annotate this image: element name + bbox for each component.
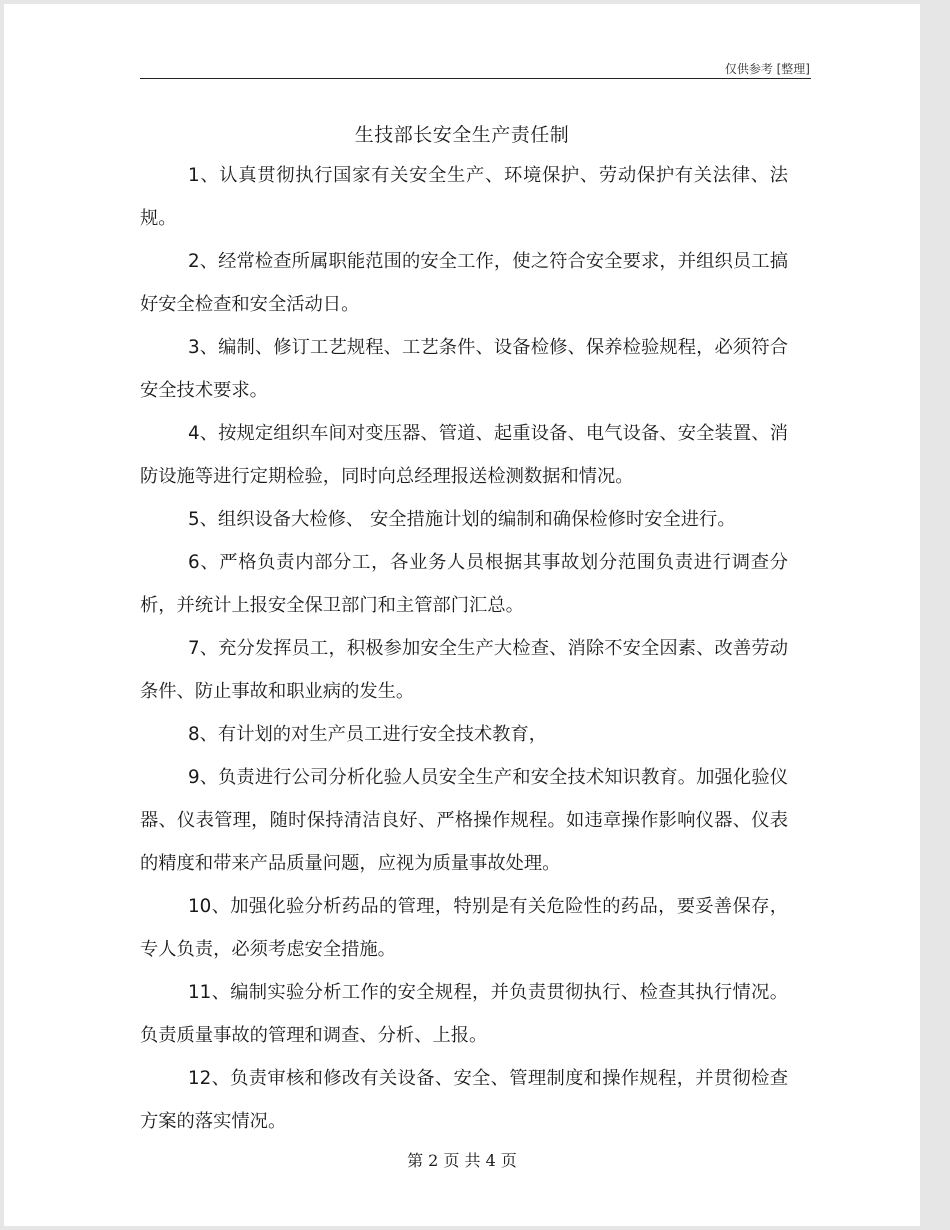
paragraph-12: 12、负责审核和修改有关设备、安全、管理制度和操作规程，并贯彻检查方案的落实情况。 [140,1068,788,1132]
paragraph-7: 7、充分发挥员工，积极参加安全生产大检查、消除不安全因素、改善劳动条件、防止事故和职业病的发生。 [140,638,788,702]
document-page [4,4,920,1226]
paragraph-4: 4、按规定组织车间对变压器、管道、起重设备、电气设备、安全装置、消防设施等进行定期检验，同时向总经理报送检测数据和情况。 [140,423,788,487]
paragraph-5: 5、组织设备大检修、 安全措施计划的编制和确保检修时安全进行。 [188,509,736,530]
paragraph-3: 3、编制、修订工艺规程、工艺条件、设备检修、保养检验规程，必须符合安全技术要求。 [140,337,788,401]
paragraph-8: 8、有计划的对生产员工进行安全技术教育， [188,724,547,745]
paragraph-6: 6、严格负责内部分工，各业务人员根据其事故划分范围负责进行调查分析，并统计上报安全保卫部门和主管部门汇总。 [140,552,788,616]
paragraph-10: 10、加强化验分析药品的管理，特别是有关危险性的药品，要妥善保存，专人负责，必须考虑安全措施。 [140,896,788,960]
paragraph-9: 9、负责进行公司分析化验人员安全生产和安全技术知识教育。加强化验仪器、仪表管理，随时保持清洁良好、严格操作规程。如违章操作影响仪器、仪表的精度和带来产品质量问题，应视为质量事故处理。 [140,767,788,874]
document-title: 生技部长安全生产责任制 [354,124,570,146]
header-divider [140,78,811,79]
document-body [140,154,788,1143]
page-number: 第 2 页 共 4 页 [407,1151,517,1170]
header-note: 仅供参考 [整理] [724,62,810,76]
paragraph-11: 11、编制实验分析工作的安全规程，并负责贯彻执行、检查其执行情况。负责质量事故的管理和调查、分析、上报。 [140,982,788,1046]
paragraph-1: 1、认真贯彻执行国家有关安全生产、环境保护、劳动保护有关法律、法规。 [140,165,788,229]
paragraph-2: 2、经常检查所属职能范围的安全工作，使之符合安全要求，并组织员工搞好安全检查和安全活动日。 [140,251,788,315]
